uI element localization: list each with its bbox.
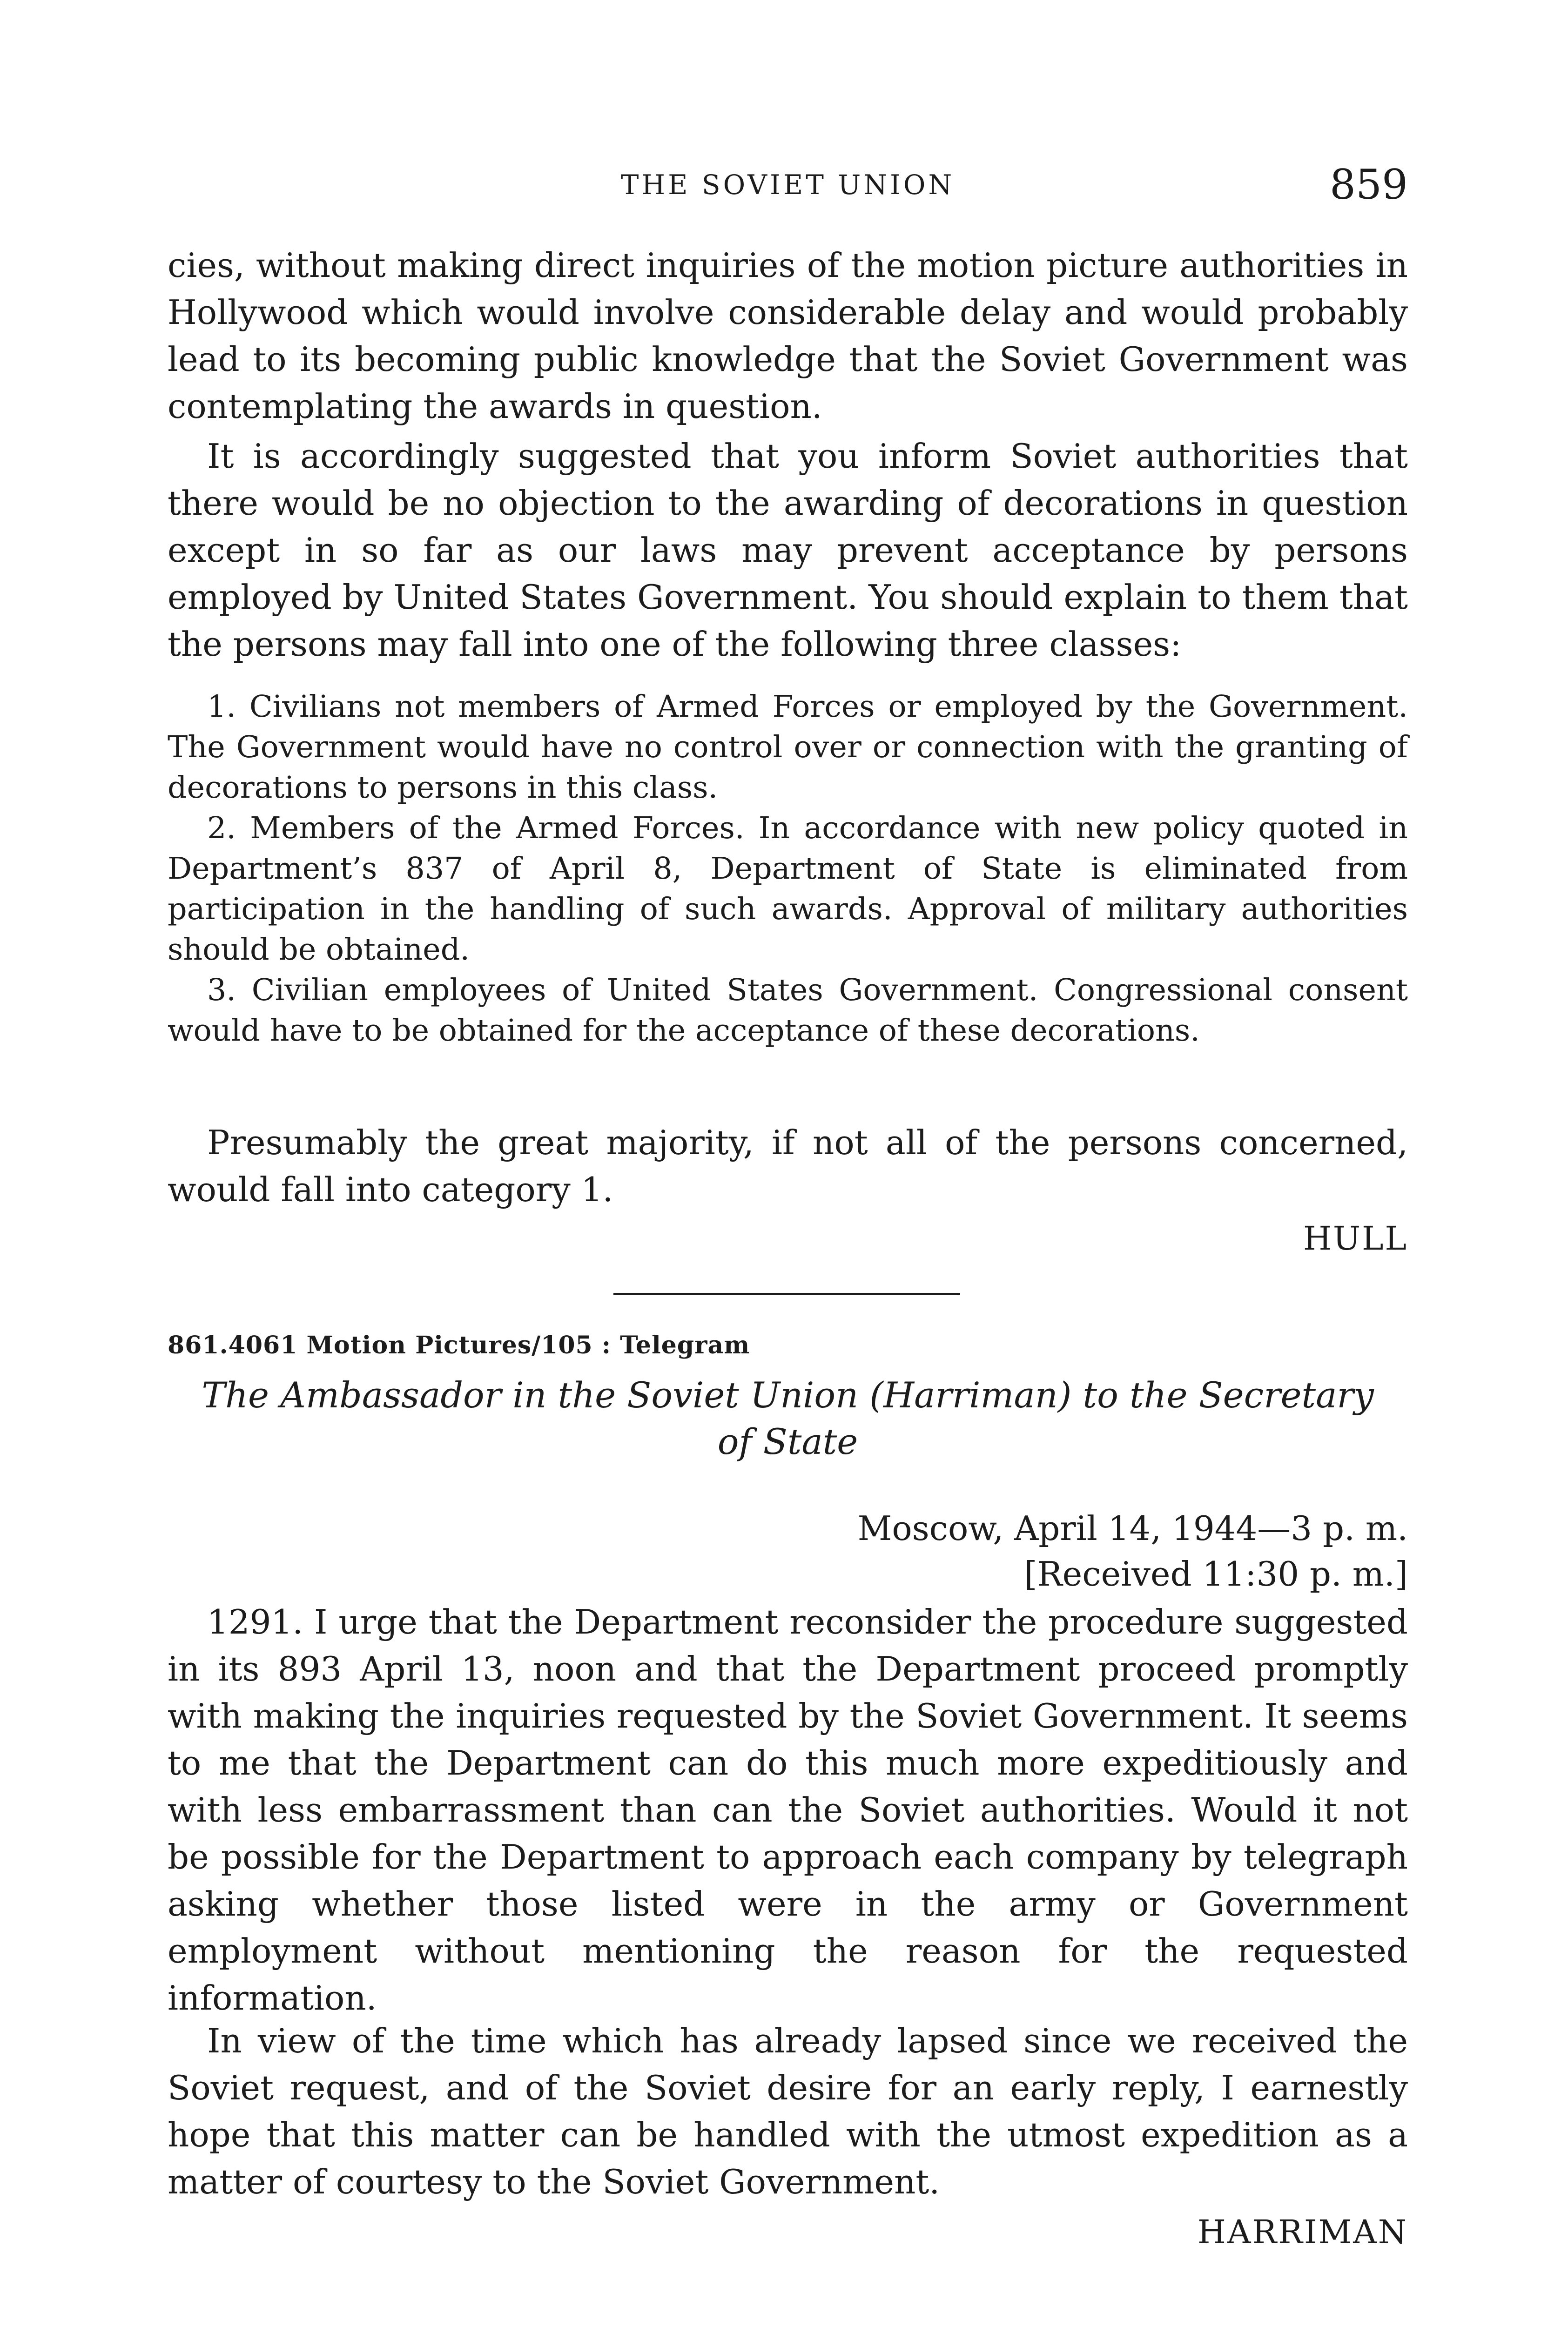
- conclusion-paragraph: [168, 1119, 1408, 1213]
- received-time: [Received 11:30 p. m.]: [1024, 1554, 1408, 1594]
- section-divider: [613, 1293, 960, 1295]
- list-item-1: 1. Civilians not members of Armed Forces or employed by the Government. The Government would have no control over or connection with the granting of decorations to persons in this class.: [168, 689, 1408, 805]
- dateline-place-date: Moscow, April 14, 1944—3 p. m.: [857, 1509, 1408, 1548]
- file-number: 861.4061 Motion Pictures/105 : Telegram: [168, 1331, 750, 1359]
- body-paragraph-3: Presumably the great majority, if not all of the persons concerned, would fall into category 1.: [168, 1123, 1408, 1209]
- document-title: [168, 1372, 1408, 1465]
- telegram-paragraph-1: 1291. I urge that the Department reconsider the procedure suggested in its 893 April 13, noon and that the Department proceed promptly with making the inquiries requested by the Soviet Government. It seems to me that the Department can do this much more expeditiously and with less embarrassment than can the Soviet authorities. Would it not be possible for the Department to approach each company by telegraph asking whether those listed were in the army or Government employment without mentioning the reason for the requested information.: [168, 1602, 1408, 2018]
- list-item-3: 3. Civilian employees of United States Government. Congressional consent would have to be obtained for the acceptance of these decorations.: [168, 973, 1408, 1048]
- signature-harriman: HARRIMAN: [1197, 2213, 1408, 2251]
- document-title-line-1: The Ambassador in the Soviet Union (Harriman) to the Secretary: [202, 1374, 1374, 1416]
- telegram-paragraph-2-block: [168, 2018, 1408, 2206]
- telegram-paragraph-2: In view of the time which has already lapsed since we received the Soviet request, and of the Soviet desire for an early reply, I earnestly hope that this matter can be handled with the utmost expedition as a matter of courtesy to the Soviet Government.: [168, 2021, 1408, 2201]
- body-paragraph-1: cies, without making direct inquiries of the motion picture authorities in Hollywood which would involve considerable delay and would probably lead to its becoming public knowledge that the Soviet Government was contemplating the awards in question.: [168, 246, 1408, 426]
- running-head: [168, 161, 1408, 212]
- dateline: [858, 1506, 1408, 1597]
- suggestion-paragraph: [168, 433, 1408, 668]
- telegram-paragraph-1-block: [168, 1599, 1408, 2022]
- document-title-line-2: of State: [717, 1421, 858, 1462]
- signature-hull: HULL: [1303, 1219, 1408, 1258]
- page-number: 859: [1330, 161, 1408, 208]
- running-title: THE SOVIET UNION: [620, 169, 955, 201]
- classes-list: [168, 686, 1408, 1051]
- continuation-paragraph: [168, 242, 1408, 430]
- body-paragraph-2: It is accordingly suggested that you inform Soviet authorities that there would be no objection to the awarding of decorations in question except in so far as our laws may prevent acceptance by persons employed by United States Government. You should explain to them that the persons may fall into one of the following three classes:: [168, 437, 1408, 664]
- list-item-2: 2. Members of the Armed Forces. In accordance with new policy quoted in Department’s 837 of April 8, Department of State is eliminated from participation in the handling of such awards. Approval of military authorities should be obtained.: [168, 811, 1408, 967]
